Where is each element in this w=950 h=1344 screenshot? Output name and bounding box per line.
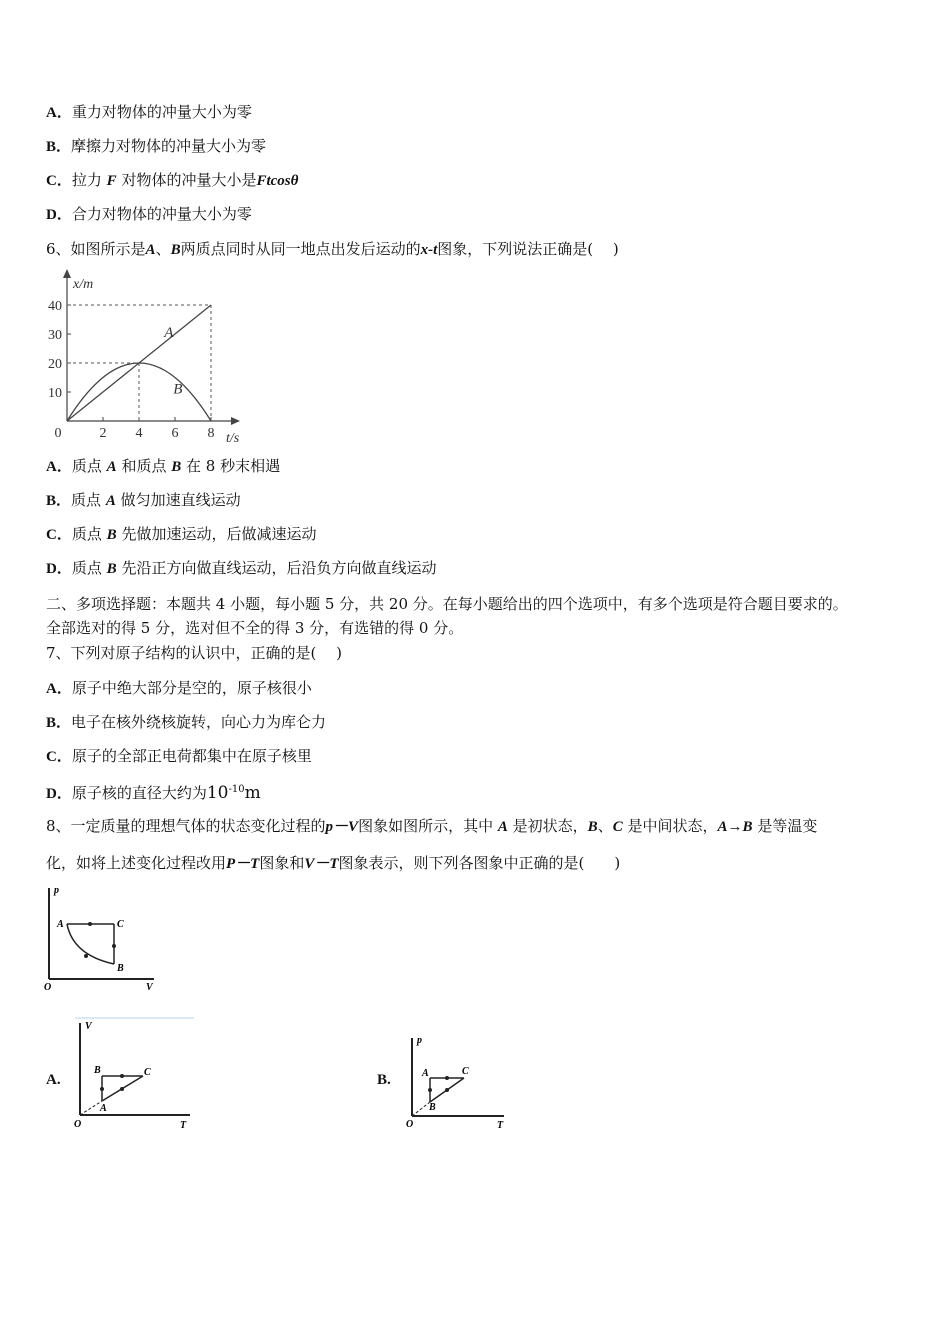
var: B — [106, 561, 117, 577]
q6-sep: 、 — [155, 240, 171, 258]
option-letter: C． — [46, 527, 72, 543]
var-f: F — [106, 173, 117, 189]
q8-text: 图象如图所示，其中 — [358, 817, 494, 835]
y-axis-arrow — [63, 269, 71, 278]
x-tick-label: 0 — [54, 426, 62, 441]
q6-mid: 两质点同时从同一地点出发后运动的 — [180, 240, 421, 258]
var-b: B — [170, 242, 181, 258]
section2-line1: 二、多项选择题：本题共 4 小题，每小题 5 分，共 20 分。在每小题给出的四个选项中，有多个选项是符合题目要求的。 — [46, 595, 848, 613]
q8-text: 化，如将上述变化过程改用 — [46, 854, 227, 872]
option-text: 质点 — [71, 525, 102, 543]
power-base: 10 — [206, 783, 229, 803]
y-axis-label: x/m — [73, 277, 94, 292]
q7-option-c — [46, 746, 312, 767]
option-letter: A． — [46, 681, 72, 697]
point-label-b: B — [94, 1065, 101, 1076]
arrow-dot — [88, 922, 92, 926]
q6-option-b — [46, 490, 241, 511]
option-letter: C． — [46, 749, 72, 765]
axis-label-v: V — [85, 1021, 92, 1032]
xt-chart — [40, 268, 260, 448]
a-to-b: A→B — [717, 819, 753, 835]
point-label-b: B — [117, 963, 124, 974]
arrow-dot — [445, 1088, 449, 1092]
vt-label: V－T — [304, 856, 339, 872]
option-letter: A． — [46, 459, 72, 475]
q8-stem-line1 — [46, 816, 817, 837]
x-axis-label: t/s — [226, 431, 240, 446]
y-tick-label: 20 — [48, 357, 62, 372]
arrow-dot — [120, 1087, 124, 1091]
q5-option-a — [46, 102, 252, 123]
var-c: C — [612, 819, 623, 835]
arrow-dot — [84, 954, 88, 958]
y-tick-label: 40 — [48, 299, 62, 314]
point-label-c: C — [117, 919, 124, 930]
q5-option-b — [46, 136, 266, 157]
option-letter: D． — [46, 207, 72, 223]
q7-option-a — [46, 678, 312, 699]
axis-label-t: T — [497, 1120, 504, 1130]
origin-label: O — [44, 982, 52, 993]
y-tick-label: 10 — [48, 386, 62, 401]
q8-text: 是初状态， — [512, 817, 588, 835]
x-tick-label: 6 — [171, 426, 179, 441]
pv-figure — [40, 880, 165, 995]
option-text: 先做加速运动，后做减速运动 — [121, 525, 317, 543]
x-tick-label: 8 — [207, 426, 215, 441]
option-text: 和质点 — [121, 457, 167, 475]
x-axis-arrow — [231, 417, 240, 425]
arrow-dot — [445, 1076, 449, 1080]
option-letter: C． — [46, 173, 72, 189]
option-letter: D． — [46, 786, 72, 802]
q6-option-d — [46, 558, 436, 579]
formula: Ftcosθ — [256, 173, 299, 189]
q6-option-c — [46, 524, 316, 545]
x-tick-label: 2 — [99, 426, 107, 441]
arrow-dot — [428, 1088, 432, 1092]
option-text: 原子中绝大部分是空的，原子核很小 — [71, 679, 312, 697]
option-text: 做匀加速直线运动 — [120, 491, 241, 509]
option-letter: A． — [46, 105, 72, 121]
var: A — [105, 493, 116, 509]
series-label-a: A — [164, 324, 174, 341]
point-label-c: C — [144, 1067, 151, 1078]
q5-option-d — [46, 204, 252, 225]
option-text: 质点 — [71, 491, 102, 509]
q8-text: 图象表示，则下列各图象中正确的是( ) — [338, 854, 621, 872]
q6-option-a — [46, 456, 280, 477]
q8-sep: 、 — [597, 817, 613, 835]
var: A — [106, 459, 117, 475]
section2-line2: 全部选对的得 5 分，选对但不全的得 3 分，有选错的得 0 分。 — [46, 619, 464, 637]
q7-option-b — [46, 712, 326, 733]
point-label-a: A — [57, 919, 64, 930]
option-letter: D． — [46, 561, 72, 577]
option-text: 对物体的冲量大小是 — [121, 171, 257, 189]
q8-option-b-label: B. — [377, 1072, 391, 1088]
option-letter: B． — [46, 139, 72, 155]
q8-stem-line2 — [46, 853, 620, 874]
point-label-a: A — [100, 1103, 107, 1114]
isotherm-curve-ab — [67, 924, 114, 964]
power-exponent: -10 — [228, 784, 245, 795]
q6-suffix: 图象，下列说法正确是( ) — [437, 240, 619, 258]
axis-label-t: T — [180, 1120, 187, 1131]
arrow-dot — [112, 944, 116, 948]
var: B — [171, 459, 182, 475]
xt-label: x-t — [420, 242, 438, 258]
origin-label: O — [406, 1119, 414, 1130]
q5-option-c — [46, 170, 298, 191]
y-tick-label: 30 — [48, 328, 62, 343]
pv-label: p－V — [325, 819, 359, 835]
option-text: 合力对物体的冲量大小为零 — [71, 205, 252, 223]
q8-option-a-label: A. — [46, 1072, 61, 1088]
arrow-dot — [100, 1087, 104, 1091]
point-label-a: A — [422, 1068, 429, 1079]
option-text: 质点 — [71, 457, 102, 475]
option-text: 电子在核外绕核旋转，向心力为库仑力 — [71, 713, 327, 731]
var-a: A — [497, 819, 508, 835]
var-b: B — [587, 819, 598, 835]
q6-prefix: 6、如图所示是 — [46, 240, 146, 258]
option-text: 质点 — [71, 559, 102, 577]
option-letter: B． — [46, 715, 72, 731]
var: B — [106, 527, 117, 543]
q8-text: 8、一定质量的理想气体的状态变化过程的 — [46, 817, 326, 835]
option-text: 摩擦力对物体的冲量大小为零 — [71, 137, 267, 155]
q6-stem — [46, 239, 619, 260]
dashed-extension — [412, 1102, 430, 1116]
q8-text: 是中间状态， — [627, 817, 718, 835]
q8-text: 是等温变 — [757, 817, 818, 835]
unit: m — [244, 783, 261, 803]
q8-text: 图象和 — [259, 854, 305, 872]
option-text: 原子的全部正电荷都集中在原子核里 — [71, 747, 312, 765]
q7-option-d — [46, 780, 261, 804]
pt-figure-option-b — [402, 1030, 512, 1130]
point-label-c: C — [462, 1066, 469, 1077]
pt-label: P－T — [226, 856, 260, 872]
option-text: 在 8 秒末相遇 — [186, 457, 281, 475]
option-text: 拉力 — [71, 171, 102, 189]
axis-label-p: p — [54, 885, 59, 896]
option-text: 先沿正方向做直线运动，后沿负方向做直线运动 — [121, 559, 437, 577]
dashed-extension — [80, 1101, 102, 1115]
q7-stem: 7、下列对原子结构的认识中，正确的是( ) — [46, 644, 343, 662]
point-label-b: B — [429, 1102, 436, 1113]
vt-figure-option-a — [70, 1015, 200, 1133]
option-text: 重力对物体的冲量大小为零 — [71, 103, 252, 121]
option-letter: B． — [46, 493, 72, 509]
var-a: A — [145, 242, 156, 258]
x-tick-label: 4 — [135, 426, 143, 441]
origin-label: O — [74, 1119, 82, 1130]
arrow-dot — [120, 1074, 124, 1078]
option-text: 原子核的直径大约为 — [71, 784, 207, 802]
axis-label-p: p — [417, 1035, 422, 1046]
series-label-b: B — [173, 381, 183, 398]
axis-label-v: V — [146, 982, 153, 993]
